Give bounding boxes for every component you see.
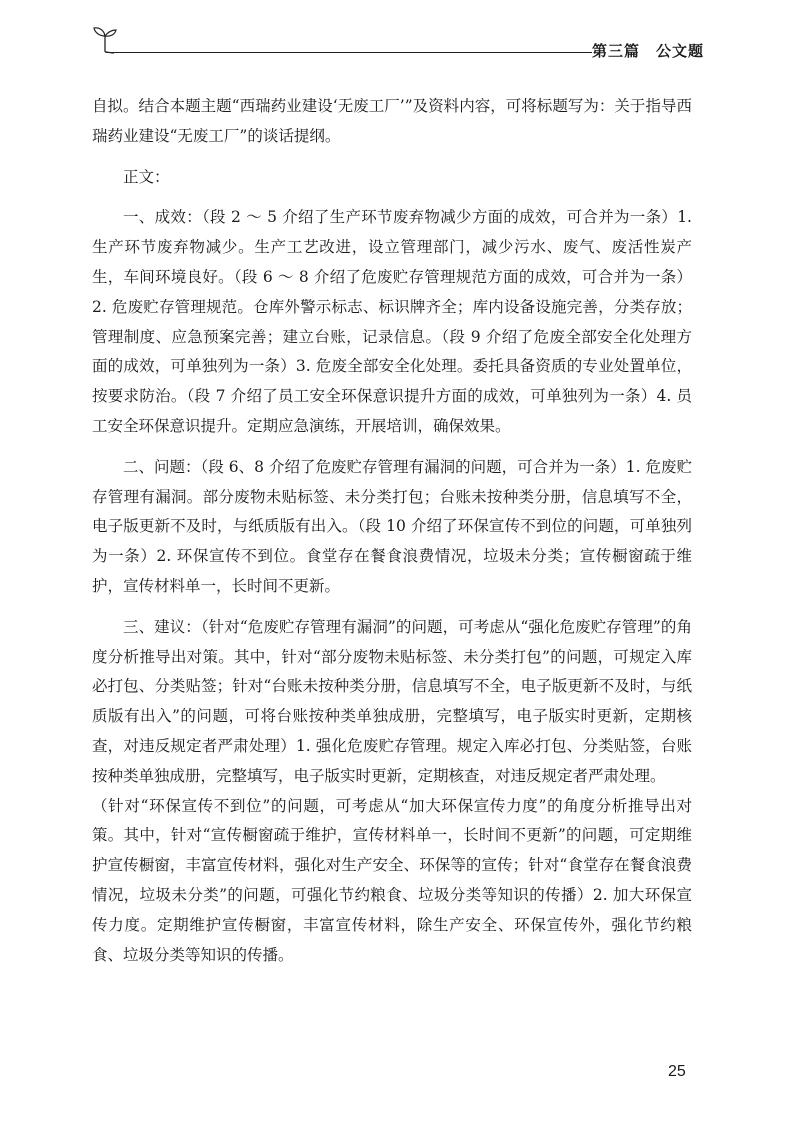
paragraph-problems: 二、问题：（段 6、8 介绍了危废贮存管理有漏洞的问题，可合并为一条）1. 危废贮存管理有漏洞。部分废物未贴标签、未分类打包；台账未按种类分册，信息填写不全，电子版更新不及时，与纸质版有出入。（段 10 介绍了环保宣传不到位的问题，可单独列为一条）2. 环保宣传不到位。食堂存在餐食浪费情况，垃圾未分类；宣传橱窗疏于维护，宣传材料单一，长时间不更新。 [92, 457, 692, 595]
header-rule [106, 52, 592, 53]
page-header [92, 22, 704, 62]
paragraph-label: 正文： [123, 167, 170, 186]
page-number: 25 [668, 1063, 686, 1080]
header-title: 第三篇 公文题 [591, 42, 704, 60]
paragraph-intro: 自拟。结合本题主题“西瑞药业建设‘无废工厂’”及资料内容，可将标题写为：关于指导西瑞药业建设“无废工厂”的谈话提纲。 [92, 97, 692, 145]
paragraph-suggestions: 三、建议：（针对“危废贮存管理有漏洞”的问题，可考虑从“强化危废贮存管理”的角度分析推导出对策。其中，针对“部分废物未贴标签、未分类打包”的问题，可规定入库必打包、分类贴签；针对“台账未按种类分册，信息填写不全，电子版更新不及时，与纸质版有出入”的问题，可将台账按种类单独成册，完整填写，电子版实时更新，定期核查，对违反规定者严肃处理）1. 强化危废贮存管理。规定入库必打包、分类贴签，台账按种类单独成册，完整填写，电子版实时更新，定期核查，对违反规定者严肃处理。 [92, 617, 692, 785]
document-body [92, 92, 692, 970]
paragraph-achievements: 一、成效：（段 2 ～ 5 介绍了生产环节废弃物减少方面的成效，可合并为一条）1. 生产环节废弃物减少。生产工艺改进，设立管理部门，减少污水、废气、废活性炭产生，车间环境良好。（段 6 ～ 8 介绍了危废贮存管理规范方面的成效，可合并为一条）2. 危废贮存管理规范。仓库外警示标志、标识牌齐全；库内设备设施完善，分类存放；管理制度、应急预案完善；建立台账，记录信息。（段 9 介绍了危废全部安全化处理方面的成效，可单独列为一条）3. 危废全部安全化处理。委托具备资质的专业处置单位，按要求防治。（段 7 介绍了员工安全环保意识提升方面的成效，可单独列为一条）4. 员工安全环保意识提升。定期应急演练，开展培训，确保效果。 [92, 208, 692, 435]
sprout-icon [92, 24, 118, 54]
paragraph-suggestions-cont: （针对“环保宣传不到位”的问题，可考虑从“加大环保宣传力度”的角度分析推导出对策。其中，针对“宣传橱窗疏于维护，宣传材料单一，长时间不更新”的问题，可定期维护宣传橱窗，丰富宣传材料，强化对生产安全、环保等的宣传；针对“食堂存在餐食浪费情况，垃圾未分类”的问题，可强化节约粮食、垃圾分类等知识的传播）2. 加大环保宣传力度。定期维护宣传橱窗，丰富宣传材料，除生产安全、环保宣传外，强化节约粮食、垃圾分类等知识的传播。 [92, 796, 692, 964]
